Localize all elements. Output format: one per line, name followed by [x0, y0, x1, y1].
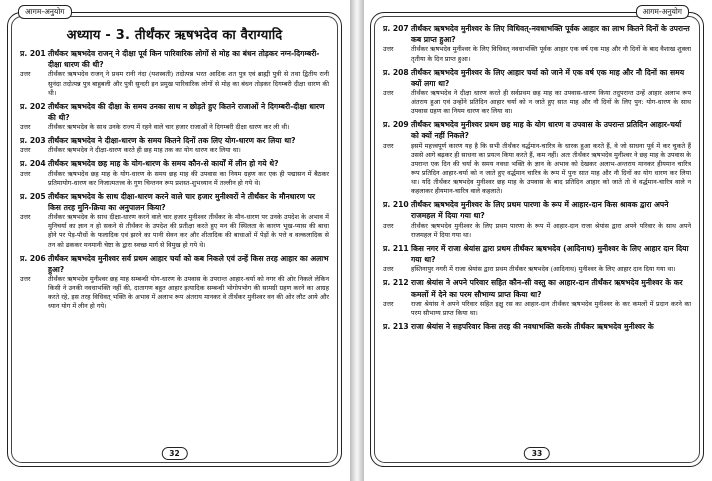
question-row	[20, 253, 329, 275]
answer-label: उत्तर	[20, 70, 31, 79]
answer-row	[383, 142, 691, 197]
answer-label: उत्तर	[383, 265, 394, 274]
question-row	[20, 48, 329, 70]
left-page-frame	[7, 7, 342, 467]
qa-item	[383, 243, 691, 275]
question-text: तीर्थंकर ऋषभदेव छह माह के योग-धारण के समय कौन-से कार्यों में लीन हो गये थे?	[48, 159, 279, 169]
answer-text: तीर्थंकर ऋषभदेव मुनीश्वर के लिए प्रथम पारणा के रूप में आहार-दान राजा श्रेयांस द्वारा अपने परिवार के साथ अपने राजमहल में दिया गया था।	[411, 221, 691, 239]
qa-item	[383, 321, 691, 332]
question-text: किस नगर में राजा श्रेयांस द्वारा प्रथम तीर्थंकर ऋषभदेव (आदिनाथ) मुनीश्वर के लिए आहार दान दिया गया था?	[411, 243, 689, 265]
question-text: राजा श्रेयांस ने अपने परिवार सहित कौन-सी वस्तु का आहार-दान तीर्थंकर ऋषभदेव मुनीश्वर के कर कमलों में देने का परम सौभाग्य प्राप्त किया था?	[411, 278, 683, 299]
question-number: प्र. 204	[20, 159, 46, 169]
question-row	[383, 243, 691, 265]
question-text: तीर्थंकर ऋषभदेव की दीक्षा के समय उनका साथ न छोड़ते हुए कितने राजाओं ने दिगम्बरी-दीक्षा धारण की थी?	[48, 101, 325, 122]
question-number: प्र. 201	[20, 49, 46, 58]
question-text: तीर्थंकर ऋषभदेव राजन् ने दीक्षा पूर्व किन पारिवारिक लोगों से मोह का बंधन तोड़कर नग्न-दिगम्बरी-दीक्षा धारण की थी?	[48, 49, 320, 70]
question-number: प्र. 213	[383, 321, 409, 331]
question-number: प्र. 207	[383, 24, 409, 33]
answer-label: उत्तर	[383, 141, 394, 150]
qa-item	[383, 67, 691, 117]
question-row	[383, 23, 691, 45]
answer-row	[20, 275, 329, 311]
question-row	[20, 101, 329, 123]
qa-item	[20, 101, 329, 133]
qa-item	[383, 199, 691, 240]
question-number: प्र. 202	[20, 101, 46, 111]
answer-label: उत्तर	[20, 275, 31, 284]
answer-label: उत्तर	[383, 221, 394, 230]
answer-row	[383, 222, 691, 240]
right-page	[364, 0, 712, 481]
answer-text: तीर्थंकर ऋषभदेव के साथ दीक्षा-धारण करने वाले चार हजार मुनीश्वर तीर्थंकर के मौन-धारण पर उनके उपदेश के अभाव में मुनिचर्या का ज्ञान न हो सकने से तीर्थंकर के उपदेश की प्रतीक्षा करते हुए मन की स्थिलता के कारण भूख-प्यास की बाधा होने पर पेड़-पौधों के फलादिक एवं झरने का पानी सेवन कर और शीतादिक की बाधाओं में पेड़ों के पत्ते व वल्कलादिक से तन को ढककर मनमानी चेष्टा के द्वारा स्वच्छ मार्ग से विमुख हो गये थे।	[48, 213, 329, 249]
qa-item	[20, 253, 329, 312]
question-row	[20, 191, 329, 213]
answer-text: तीर्थंकर ऋषभदेव के साथ उनके राज्य में रहने वाले चार हजार राजाओं ने दिगम्बरी दीक्षा धारण कर ली थी।	[48, 123, 290, 132]
question-text: तीर्थंकर ऋषभदेव के साथ दीक्षा-धारण करने वाले चार हजार मुनीश्वरों ने तीर्थंकर के मौनधारण पर किस तरह मुनि-क्रिया का अनुपालन किया?	[48, 191, 316, 213]
question-text: तीर्थंकर ऋषभदेव मुनीश्वर के लिए आहार चर्या को जाने में एक वर्ष एक माह और नौ दिनों का समय क्यों लगा था?	[411, 67, 685, 88]
answer-label: उत्तर	[383, 89, 394, 97]
answer-label: उत्तर	[20, 123, 31, 132]
answer-text: तीर्थंकर ऋषभदेव ने दीक्षा-धारण करते ही छह माह तक का योग धारण कर लिया था।	[48, 146, 241, 155]
answer-text: तीर्थंकर ऋषभदेव छह माह के योग-धारण के समय छह माह की उपवास का नियम ग्रहण कर एक ही पद्मासन में बैठकर प्रतिमायोग-धारण कर निजात्मतत्त्व के गुण चिन्तनन रूप प्रशस्त-शुभध्यान में तल्लीन हो गये थे।	[48, 169, 329, 187]
question-number: प्र. 212	[383, 278, 409, 288]
right-page-content	[383, 23, 691, 450]
qa-item	[20, 158, 329, 187]
question-text: तीर्थंकर ऋषभदेव मुनीश्वर प्रथम छह माह के योग धारण व उपवास के उपरान्त प्रतिदिन आहार-चर्या को क्यों नहीं निकले?	[411, 120, 682, 141]
answer-row	[383, 265, 691, 274]
right-page-frame	[370, 7, 704, 467]
right-header-tab: आगम-अनुयोग	[636, 5, 690, 19]
qa-item	[383, 23, 691, 64]
question-number: प्र. 211	[383, 243, 409, 253]
question-text: तीर्थंकर ऋषभदेव मुनीश्वर सर्व प्रथम आहार चर्या को कब निकले एवं उन्हें किस तरह आहार का अलाभ हुआ?	[48, 253, 329, 274]
answer-row	[383, 300, 691, 318]
left-page	[0, 0, 350, 481]
question-text: तीर्थंकर ऋषभदेव ने दीक्षा-धारण के समय कितने दिनों तक लिए योग-धारण कर लिया था?	[48, 136, 296, 146]
question-text: तीर्थंकर ऋषभदेव मुनीश्वर के लिए विधिवत्-नवधाभक्ति पूर्वक आहार का लाभ कितने दिनों के उपरान्त कब प्राप्त हुआ?	[411, 24, 690, 45]
qa-item	[20, 48, 329, 98]
question-number: प्र. 205	[20, 191, 46, 201]
qa-item	[20, 135, 329, 155]
qa-item	[383, 119, 691, 196]
answer-row	[20, 123, 329, 132]
answer-text: तीर्थंकर ऋषभदेव ने दीक्षा धारण करते ही सर्वप्रथम छह माह का उपवास-धारण किया तदुपरान्त उन्हें आहार अलाभ रूप अंतराय हुआ एवं उन्होंने प्रतिदिन आहार चर्या को न जाते हुए सात माह और नौ दिनों के लिए पुन: योग-धारण के साथ उपवास ग्रहण का नियम धारण कर लिया था।	[411, 89, 691, 116]
question-number: प्र. 208	[383, 67, 409, 77]
left-page-number: 32	[161, 447, 187, 460]
question-row	[383, 321, 691, 332]
question-number: प्र. 210	[383, 200, 409, 210]
answer-text: तीर्थंकर ऋषभदेव मुनीश्वर के लिए विधिवत् नवधाभक्ति पूर्वक आहार एक वर्ष एक माह और नौ दिनों के बाद वैशाख शुक्ला तृतीया के दिन प्राप्त हुआ।	[411, 45, 691, 63]
right-page-number: 33	[524, 447, 550, 460]
answer-label: उत्तर	[20, 146, 31, 155]
qa-item	[383, 277, 691, 318]
answer-label: उत्तर	[20, 169, 31, 178]
question-row	[383, 67, 691, 89]
question-number: प्र. 209	[383, 120, 409, 130]
left-page-content	[20, 23, 329, 450]
answer-text: इसमें महत्त्वपूर्ण कारण यह है कि सभी तीर्थंकर वर्द्धमान-चारित्र के धारक हुआ करते हैं, वे जो साधना पूर्व में कर चुकते हैं उससे आगे बढ़कर ही साधना का प्रयत्न किया करते हैं, कम नहीं। अतः तीर्थंकर ऋषभदेव मुनीश्वर ने छह माह के उपवास के उपरान्त एक दिन की चर्या के समय नवधा भक्ति के ज्ञान के अभाव को देखकर अलाभ-अन्तराय मानकर हीयमान चारित्र रूप प्रतिदिन आहार-चर्या को न जाते हुए वर्द्धमान चारित्र के रूप में पुनः सात माह और नौ दिनों का योग धारण कर लिया था। यदि तीर्थंकर ऋषभदेव मुनीश्वर छह माह के उपवास के बाद प्रतिदिन आहार को जाते तो वे वर्द्धमान-चारित्र वाले न कहलाकर हीयमान-चारित्र वाले कहलाते।	[411, 141, 691, 196]
answer-row	[383, 45, 691, 63]
answer-text: हस्तिनापुर नगरी में राजा श्रेयांस द्वारा प्रथम तीर्थंकर ऋषभदेव (आदिनाथ) मुनीश्वर के लिए आहार दान दिया गया था।	[411, 265, 676, 274]
left-qa-list	[20, 48, 329, 311]
question-number: प्र. 203	[20, 136, 46, 146]
answer-row	[383, 89, 691, 116]
left-header-tab: आगम-अनुयोग	[18, 5, 72, 19]
answer-row	[20, 170, 329, 188]
answer-label: उत्तर	[20, 213, 31, 222]
question-number: प्र. 206	[20, 253, 46, 263]
qa-item	[20, 191, 329, 250]
answer-text: तीर्थंकर ऋषभदेव राजन् ने प्रथम रानी नंदा (यशस्वती) तदोत्पन्न भरत आदिक शत पुत्र एवं ब्राह्मी पुत्री से तथा द्वितीय रानी सुनंदा तदोत्पन्न पुत्र बाहुबली और पुत्री सुन्दरी इन प्रमुख पारिवारिक लोगों से मोह का बंधन तोड़कर दिगम्बरी दीक्षा धारण की थी।	[48, 70, 329, 97]
answer-text: राजा श्रेयांस ने अपने परिवार सहित इक्षु रस का आहार-दान तीर्थंकर ऋषभदेव मुनीश्वर के कर कमलों में प्रदान करने का परम सौभाग्य प्राप्त किया था।	[411, 299, 691, 317]
question-row	[20, 135, 329, 146]
question-row	[383, 277, 691, 299]
right-qa-list	[383, 23, 691, 332]
question-text: राजा श्रेयांस ने सहपरिवार किस तरह की नवधाभक्ति करके तीर्थंकर ऋषभदेव मुनीश्वर के	[411, 321, 654, 331]
question-row	[20, 158, 329, 169]
answer-row	[20, 146, 329, 155]
question-text: तीर्थंकर ऋषभदेव मुनीश्वर के लिए प्रथम पारणा के रूप में आहार-दान किस श्रावक द्वारा अपने राजमहल में दिया गया था?	[411, 200, 669, 221]
answer-text: तीर्थंकर ऋषभदेव मुनीश्वर छह माह सम्बन्धी योग-धारण के उपवास के उपरान्त आहार-चर्या को नगर की ओर निकले लेकिन किसी ने उनकी नवधाभक्ति नहीं की, दातागण बहुत आहार इत्यादिक सम्बन्धी भोगोपभोग की सामग्री ग्रहण करने का आग्रह करते रहे, इस तरह विधिवत् भक्ति के अभाव में अलाभ रूप अंतराय मानकर वे तीर्थंकर मुनीश्वर वन की ओर लौट आये और ध्यान योग में लीन हो गये।	[48, 275, 329, 311]
book-gutter	[350, 0, 364, 481]
question-row	[383, 119, 691, 141]
answer-label: उत्तर	[383, 45, 394, 54]
answer-row	[20, 213, 329, 249]
chapter-title: अध्याय - 3. तीर्थंकर ऋषभदेव का वैराग्यादि	[66, 28, 283, 43]
answer-label: उत्तर	[383, 299, 394, 308]
question-row	[383, 199, 691, 221]
answer-row	[20, 70, 329, 97]
